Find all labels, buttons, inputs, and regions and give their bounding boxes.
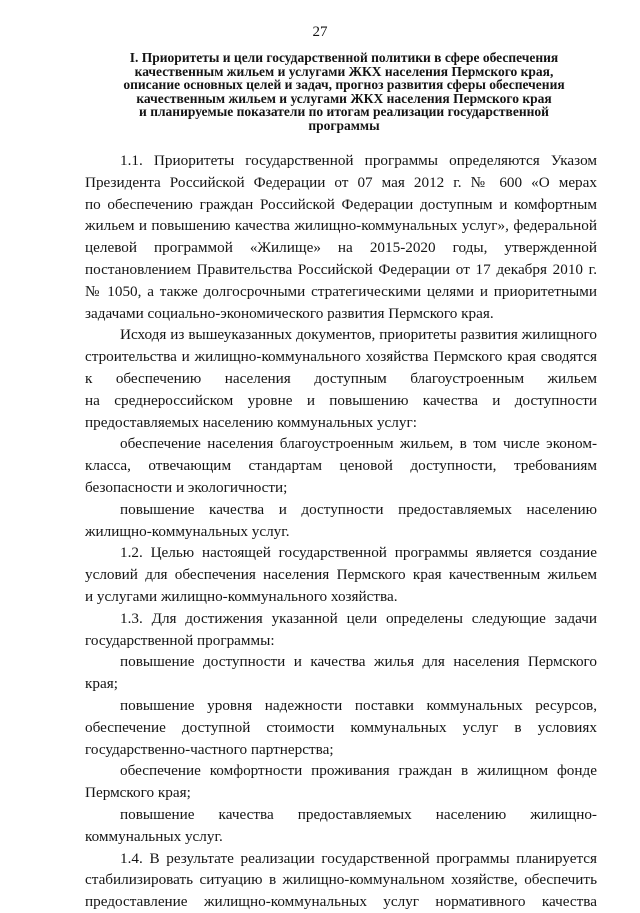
text-line: на среднероссийском уровне и повышению качества и доступности [85,391,597,409]
text-line: 1.1. Приоритеты государственной программы определяются Указом [120,152,597,169]
text-line: задачами социально-экономического развития Пермского края. [85,304,494,322]
text-line: обеспечение населения благоустроенным жильем, в том числе эконом- [120,435,597,453]
heading-line: описание основных целей и задач, прогноз развития сферы обеспечения [123,77,565,93]
text-line: безопасности и экологичности; [85,478,288,496]
text-line: обеспечение комфортности проживания граждан в жилищном фонде [120,762,597,780]
paragraph [85,542,597,607]
text-line: целевой программой «Жилище» на 2015-2020 годы, утвержденной [85,239,597,257]
paragraph [85,608,597,652]
text-line: к обеспечению населения доступным благоустроенным жильем [85,369,597,387]
heading-line: I. Приоритеты и цели государственной политики в сфере обеспечения [129,50,559,65]
text-line: повышение качества предоставляемых населению жилищно- [120,805,597,823]
document-body [85,150,597,913]
text-line: и услугами жилищно-коммунального хозяйства. [85,587,398,605]
paragraph [85,499,597,543]
text-line: Президента Российской Федерации от 07 мая 2012 г. № 600 «О мерах [85,173,597,191]
text-line: 1.4. В результате реализации государственной программы планируется [120,849,597,867]
text-line: № 1050, а также долгосрочными стратегическими целями и приоритетными [85,282,597,300]
text-line: условий для обеспечения населения Пермского края качественным жильем [85,566,597,584]
heading-line: и планируемые показатели по итогам реализации государственной [139,104,549,120]
heading-line: программы [308,117,380,133]
text-line: постановлением Правительства Российской Федерации от 17 декабря 2010 г. [85,260,597,278]
text-line: повышение качества и доступности предоставляемых населению [120,500,597,518]
paragraph [85,695,597,760]
paragraph [85,651,597,695]
text-line: 1.2. Целью настоящей государственной программы является создание [120,544,597,562]
section-heading [88,51,600,133]
text-line: 1.3. Для достижения указанной цели определены следующие задачи [120,609,597,627]
paragraph [85,760,597,804]
text-line: предоставление жилищно-коммунальных услуг нормативного качества [85,893,597,911]
text-line: коммунальных услуг. [85,827,223,845]
text-line: по обеспечению граждан Российской Федерации доступным и комфортным [85,195,597,213]
text-line: стабилизировать ситуацию в жилищно-коммунальном хозяйстве, обеспечить [85,871,597,889]
text-line: повышение уровня надежности поставки коммунальных ресурсов, [120,696,597,714]
paragraph [85,150,597,324]
paragraph [85,324,597,433]
text-line: обеспечение доступной стоимости коммунальных услуг в условиях [85,718,597,736]
paragraph [85,433,597,498]
text-line: строительства и жилищно-коммунального хозяйства Пермского края сводятся [85,348,597,366]
text-line: Пермского края; [85,784,191,802]
paragraph [85,804,597,848]
text-line: жилищно-коммунальных услуг. [85,522,290,540]
paragraph [85,848,597,913]
text-line: класса, отвечающим стандартам ценовой доступности, требованиям [85,457,597,475]
text-line: государственной программы: [85,631,275,649]
text-line: Исходя из вышеуказанных документов, приоритеты развития жилищного [120,326,597,344]
text-line: государственно-частного партнерства; [85,740,334,758]
text-line: жильем и повышению качества жилищно-коммунальных услуг», федеральной [85,217,597,235]
page-number: 27 [312,24,328,40]
heading-line: качественным жильем и услугами ЖКХ населения Пермского края [136,90,552,106]
text-line: повышение доступности и качества жилья для населения Пермского края; [85,653,597,693]
heading-line: качественным жильем и услугами ЖКХ населения Пермского края, [134,63,554,79]
text-line: предоставляемых населению коммунальных услуг: [85,413,417,431]
